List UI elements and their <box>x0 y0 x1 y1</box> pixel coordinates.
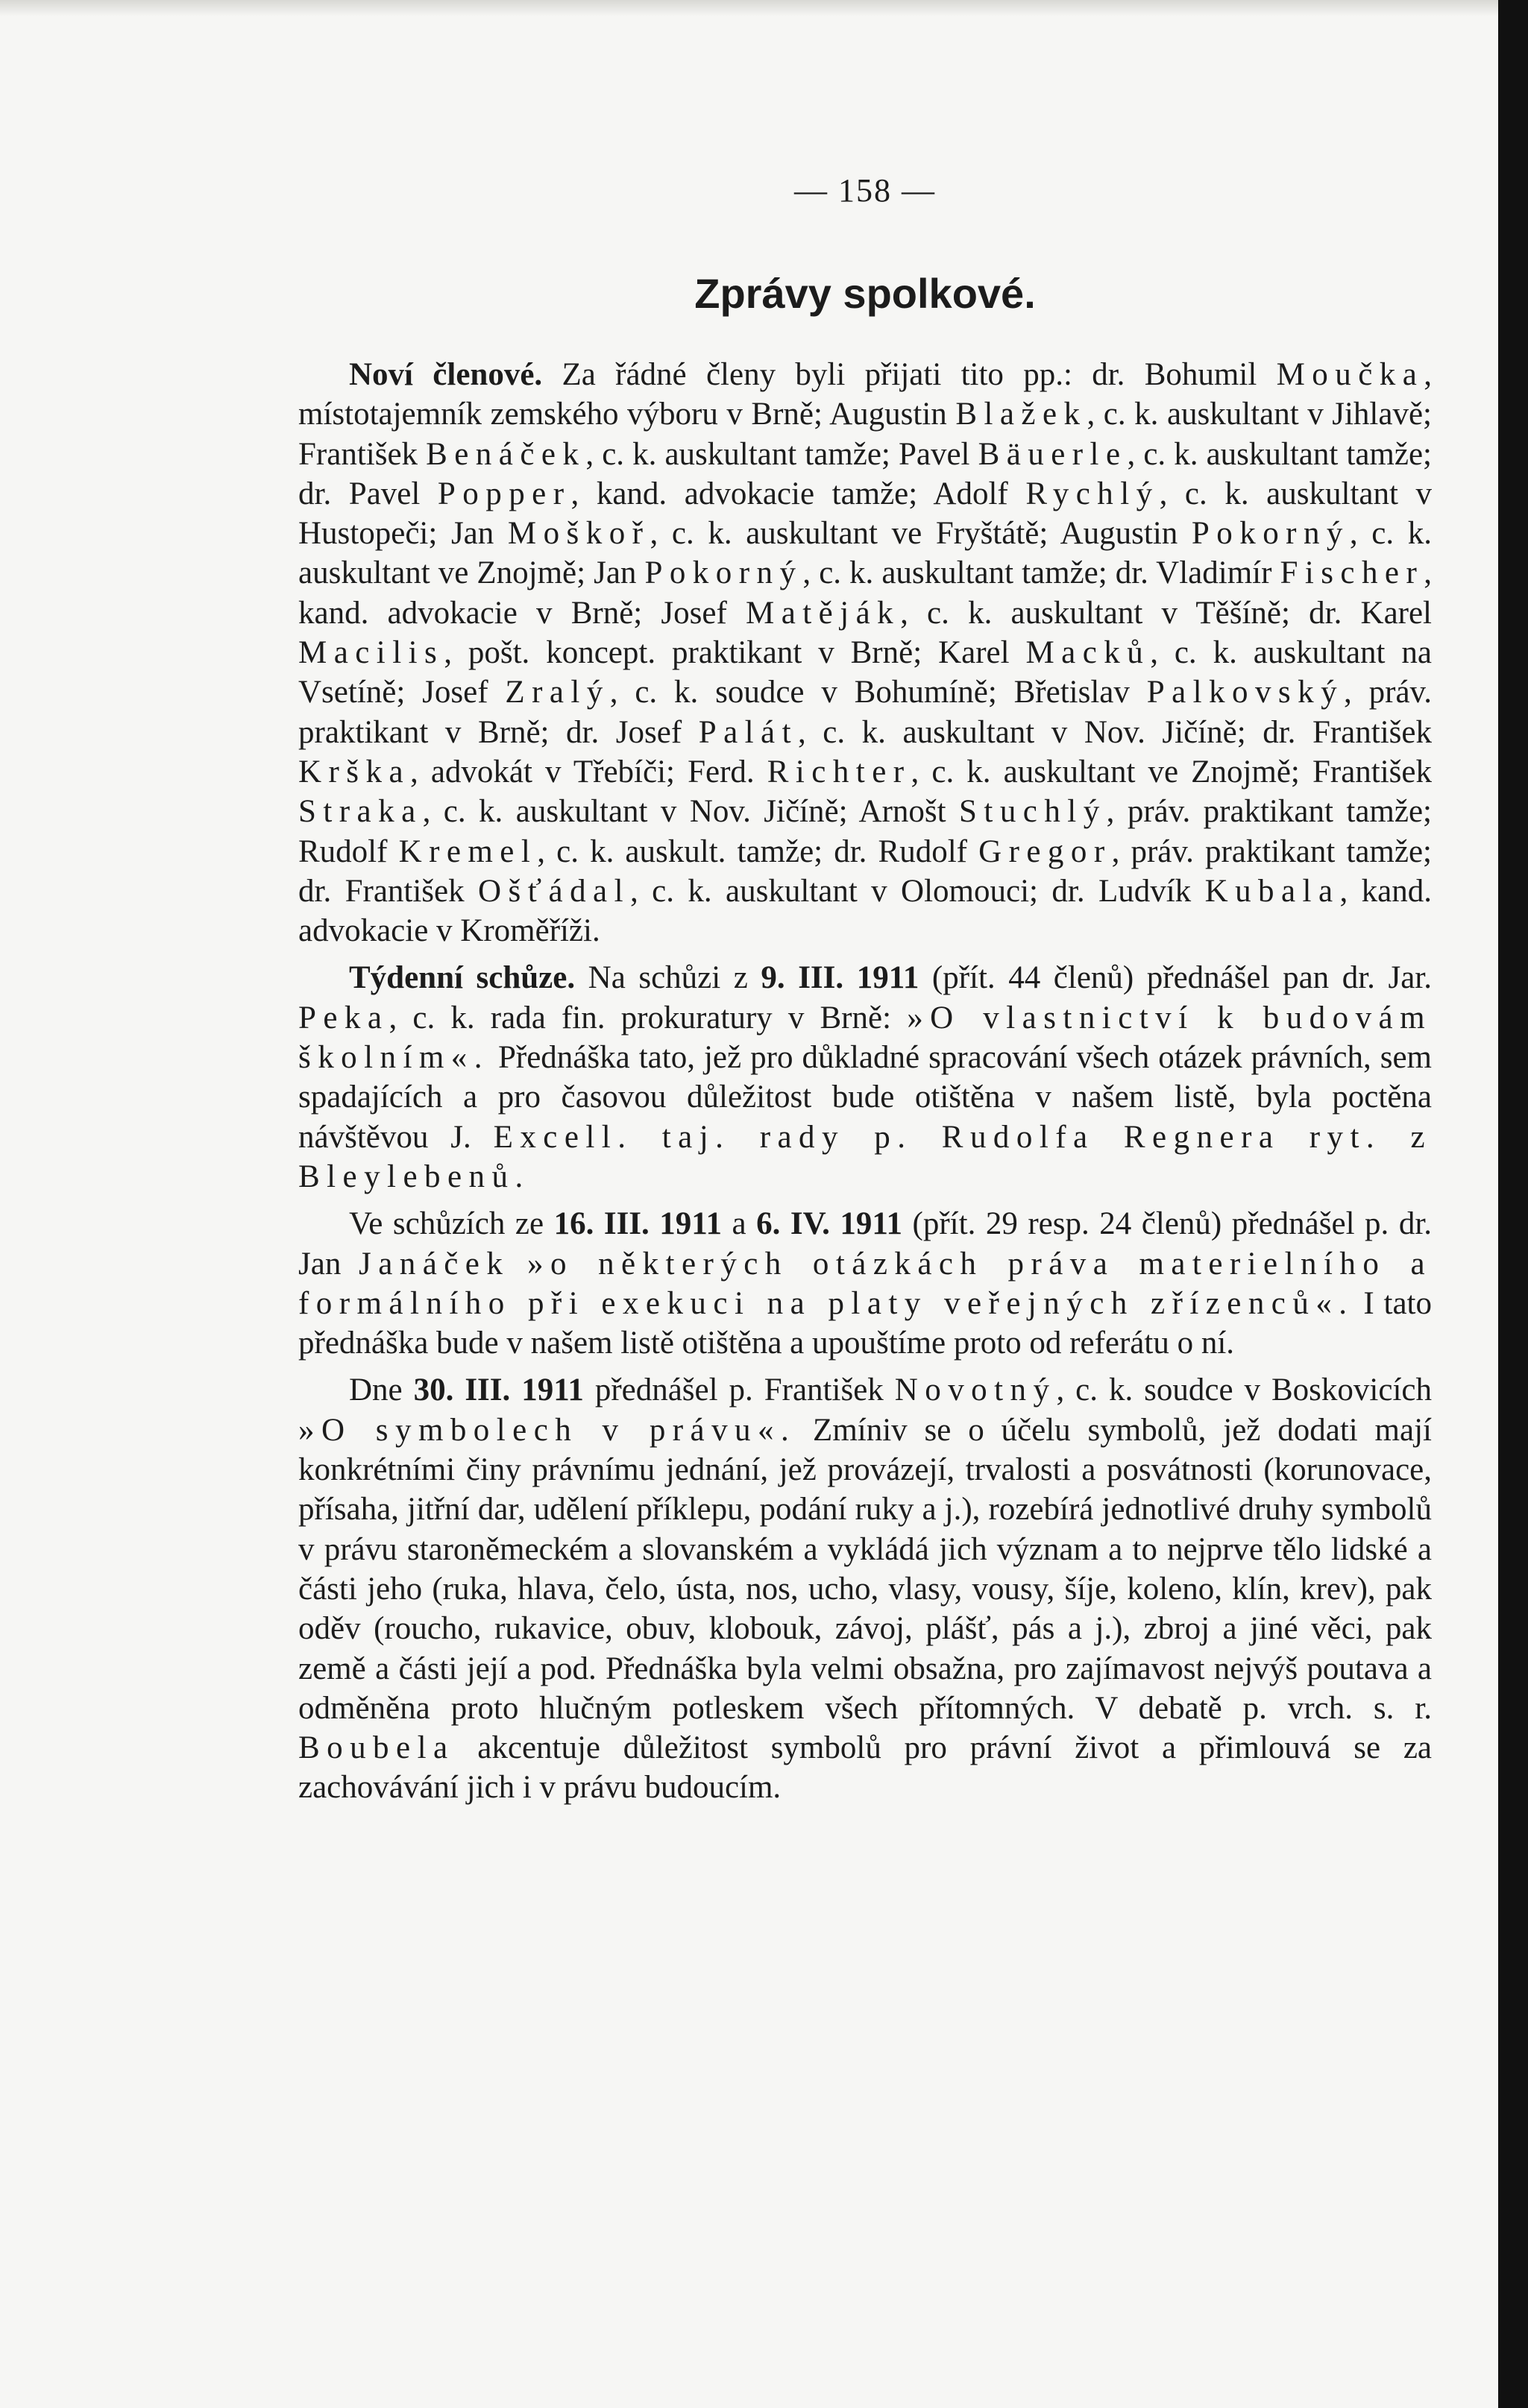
text-segment: Zmíniv se o účelu symbolů, jež dodati mají konkrétními činy právnímu jednání, jež provázejí, trvalosti a posvátnosti (korunovace, přísaha, jitřní dar, udělení příklepu, podání ruky a j.), rozebírá jednotlivé druhy symbolů v právu staroněmeckém a slovanském a vykládá jich význam a to nejprve tělo lidské a části jeho (ruka, hlava, čelo, ústa, nos, ucho, vlasy, vousy, šíje, koleno, klín, krev), pak oděv (roucho, rukavice, obuv, klobouk, závoj, plášť, pás a j.), zbroj a jiné věci, pak země a části její a pod. Přednáška byla velmi obsažna, pro zajímavost nejvýš poutava a odměněna proto hlučným potleskem všech přítomných. V debatě p. vrch. s. r. <box>298 1412 1432 1726</box>
text-segment: Macků <box>1025 635 1151 671</box>
text-segment: Boubela <box>298 1730 455 1766</box>
text-segment: , c. k. auskultant na Vsetíně; Josef <box>298 635 1432 710</box>
text-segment: Ošťádal <box>478 873 631 909</box>
paragraph-heading: Týdenní schůze. <box>349 960 576 996</box>
text-segment: , c. k. auskultant tamže; dr. Vladimír <box>802 555 1280 591</box>
text-segment: , místotajemník zemského výboru v Brně; Augustin <box>298 357 1432 432</box>
text-segment: Moškoř <box>507 516 650 552</box>
paragraph <box>298 958 1432 1197</box>
text-segment: Za řádné členy byli přijati tito pp.: dr. Bohumil <box>542 357 1277 392</box>
text-segment: Macilis <box>298 635 444 671</box>
text-segment: Pokorný <box>1191 516 1350 552</box>
text-segment: , c. k. auskultant v Nov. Jičíně; Arnošt <box>422 794 960 830</box>
text-segment: I tato přednáška bude v našem listě otištěna a upouštíme proto od referátu o ní. <box>298 1285 1432 1361</box>
scan-right-edge <box>1498 0 1528 2408</box>
text-segment: Benáček <box>426 436 586 472</box>
text-segment: »O symbolech v právu«. <box>298 1412 796 1448</box>
paragraph <box>298 355 1432 951</box>
paragraph <box>298 1204 1432 1363</box>
text-segment: Excell. taj. rady p. Rudolfa Regnera ryt. z Bleylebenů <box>298 1119 1432 1194</box>
text-segment: , práv. praktikant v Brně; dr. Josef <box>298 675 1432 750</box>
text-segment: »o některých otázkách práva materielního a formálního při exekuci na platy veřejných zřízenců«. <box>298 1246 1432 1321</box>
text-segment: , c. k. rada fin. prokuratury v Brně: <box>389 1000 908 1036</box>
text-segment: , c. k. auskultant ve Znojmě; Jan <box>298 516 1432 591</box>
text-segment: Zralý <box>505 675 610 710</box>
text-segment: Bäuerle <box>978 436 1128 472</box>
text-segment: , c. k. auskultant v Jihlavě; František <box>298 397 1432 472</box>
text-segment: , c. k. auskultant v Olomouci; dr. Ludvík <box>630 873 1205 909</box>
text-segment: Matěják <box>746 595 901 631</box>
text-segment: Dne <box>349 1372 414 1408</box>
text-segment: akcentuje důležitost symbolů pro právní život a přimlouvá se za zachovávání jich i v právu budoucím. <box>298 1730 1432 1806</box>
page-content <box>298 171 1432 1808</box>
text-segment: »O vlastnictví k budovám školním«. <box>298 1000 1432 1076</box>
text-segment: 16. III. 1911 <box>553 1206 722 1242</box>
section-title: Zprávy spolkové. <box>694 270 1036 317</box>
text-segment: , c. k. auskultant ve Znojmě; František <box>911 754 1432 789</box>
text-segment: , c. k. auskultant tamže; dr. Pavel <box>298 436 1432 511</box>
article-body <box>298 355 1432 1808</box>
text-segment: , práv. praktikant tamže; Rudolf <box>298 794 1432 869</box>
text-segment: , pošt. koncept. praktikant v Brně; Karel <box>444 635 1026 671</box>
text-segment: Novotný <box>894 1372 1057 1408</box>
text-segment: Richter <box>767 754 911 789</box>
text-segment: Pokorný <box>644 555 803 591</box>
text-segment: , práv. praktikant tamže; dr. František <box>298 833 1432 909</box>
text-segment: Přednáška tato, jež pro důkladné spracování všech otázek právních, sem spadajících a pro časovou důležitost bude otištěna v našem listě, byla poctěna návštěvou J. <box>298 1040 1432 1155</box>
text-segment: Blažek <box>955 397 1087 432</box>
text-segment: (přít. 29 resp. 24 členů) přednášel p. dr. Jan <box>298 1206 1433 1282</box>
text-segment: , c. k. auskultant tamže; Pavel <box>585 436 978 472</box>
text-segment: Fischer <box>1280 555 1424 591</box>
scan-top-shadow <box>0 0 1528 16</box>
text-segment: 6. IV. 1911 <box>756 1206 903 1242</box>
text-segment: , kand. advokacie v Kroměříži. <box>298 873 1432 949</box>
text-segment: , c. k. soudce v Bohumíně; Břetislav <box>609 675 1147 710</box>
text-segment <box>509 1246 527 1282</box>
text-segment: , c. k. auskultant v Hustopeči; Jan <box>298 476 1432 552</box>
text-segment: , kand. advokacie tamže; Adolf <box>570 476 1026 511</box>
paragraph <box>298 1370 1432 1807</box>
text-segment: a <box>721 1206 757 1242</box>
text-segment: přednášel p. František <box>583 1372 895 1408</box>
text-segment: Krška <box>298 754 410 789</box>
text-segment: , c. k. auskultant v Těšíně; dr. Karel <box>900 595 1433 631</box>
text-segment: . <box>515 1159 524 1194</box>
text-segment: 30. III. 1911 <box>413 1372 584 1408</box>
text-segment: Kremel <box>398 833 538 869</box>
text-segment: Rychlý <box>1025 476 1160 511</box>
text-segment: Moučka <box>1276 357 1424 392</box>
page-number: — 158 — <box>794 172 936 209</box>
text-segment: 9. III. 1911 <box>761 960 919 996</box>
text-segment: Ve schůzích ze <box>349 1206 554 1242</box>
text-segment: Stuchlý <box>959 794 1107 830</box>
text-segment: , c. k. soudce v Boskovicích <box>1056 1372 1432 1408</box>
text-segment: Peka <box>298 1000 389 1036</box>
text-segment: Janáček <box>359 1246 510 1282</box>
text-segment: Gregor <box>978 833 1112 869</box>
text-segment: , c. k. auskultant v Nov. Jičíně; dr. František <box>797 714 1432 750</box>
text-segment: Na schůzi z <box>575 960 761 996</box>
text-segment: (přít. 44 členů) přednášel pan dr. Jar. <box>919 960 1433 996</box>
text-segment: Palát <box>698 714 798 750</box>
paragraph-heading: Noví členové. <box>349 357 543 392</box>
text-segment: Popper <box>437 476 571 511</box>
text-segment: , advokát v Třebíči; Ferd. <box>410 754 767 789</box>
text-segment: , c. k. auskult. tamže; dr. Rudolf <box>537 833 979 869</box>
text-segment: Straka <box>298 794 423 830</box>
text-segment: , c. k. auskultant ve Fryštátě; Augustin <box>650 516 1192 552</box>
text-segment: Kubala <box>1204 873 1340 909</box>
text-segment: Palkovský <box>1146 675 1345 710</box>
text-segment: , kand. advokacie v Brně; Josef <box>298 555 1433 631</box>
